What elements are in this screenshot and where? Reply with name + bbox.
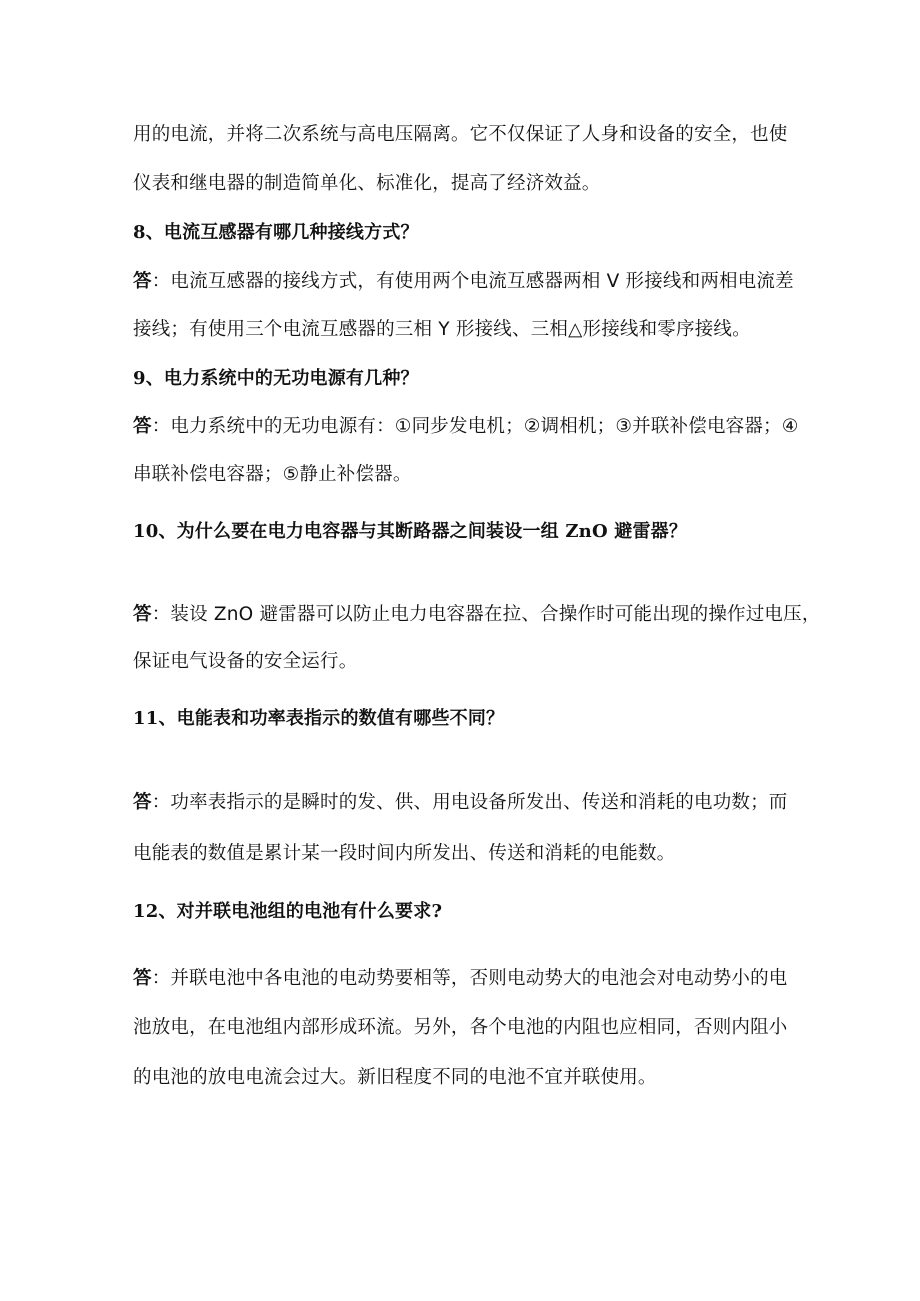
- answer-label: 答: [133, 271, 152, 292]
- question-10: 10、为什么要在电力电容器与其断路器之间装设一组 ZnO 避雷器？: [133, 521, 688, 542]
- answer-text: ：电流互感器的接线方式，有使用两个电流互感器两相 V 形接线和两相电流差: [151, 271, 794, 292]
- answer-9-line-2: 串联补偿电容器；⑤静止补偿器。: [133, 464, 412, 485]
- intro-line-2: 仪表和继电器的制造简单化、标准化，提高了经济效益。: [133, 173, 601, 194]
- answer-9-line-1: [133, 415, 799, 439]
- answer-12-line-1: [133, 967, 788, 991]
- answer-text: ：功率表指示的是瞬时的发、供、用电设备所发出、传送和消耗的电功数；而: [151, 792, 788, 813]
- answer-label: 答: [133, 968, 152, 989]
- question-9: 9、电力系统中的无功电源有几种？: [133, 368, 419, 389]
- answer-10-line-1: [133, 603, 821, 627]
- answer-8-line-1: [133, 270, 794, 294]
- answer-10-line-2: 保证电气设备的安全运行。: [133, 651, 358, 672]
- answer-label: 答: [133, 416, 152, 437]
- intro-line-1: 用的电流，并将二次系统与高电压隔离。它不仅保证了人身和设备的安全，也使: [133, 124, 788, 145]
- answer-11-line-1: [133, 791, 788, 815]
- answer-text: ：电力系统中的无功电源有：①同步发电机；②调相机；③并联补偿电容器；④: [151, 416, 799, 437]
- answer-text: ：并联电池中各电池的电动势要相等，否则电动势大的电池会对电动势小的电: [151, 968, 788, 989]
- question-11: 11、电能表和功率表指示的数值有哪些不同？: [133, 708, 505, 729]
- question-12: 12、对并联电池组的电池有什么要求?: [133, 901, 443, 922]
- question-8: 8、电流互感器有哪几种接线方式？: [133, 222, 419, 243]
- answer-text: ：装设 ZnO 避雷器可以防止电力电容器在拉、合操作时可能出现的操作过电压，: [151, 604, 821, 625]
- answer-12-line-2: 池放电，在电池组内部形成环流。另外，各个电池的内阻也应相同，否则内阻小: [133, 1017, 788, 1038]
- answer-12-line-3: 的电池的放电电流会过大。新旧程度不同的电池不宜并联使用。: [133, 1067, 657, 1088]
- answer-label: 答: [133, 604, 152, 625]
- answer-11-line-2: 电能表的数值是累计某一段时间内所发出、传送和消耗的电能数。: [133, 843, 676, 864]
- answer-label: 答: [133, 792, 152, 813]
- answer-8-line-2: 接线；有使用三个电流互感器的三相 Y 形接线、三相△形接线和零序接线。: [133, 319, 751, 340]
